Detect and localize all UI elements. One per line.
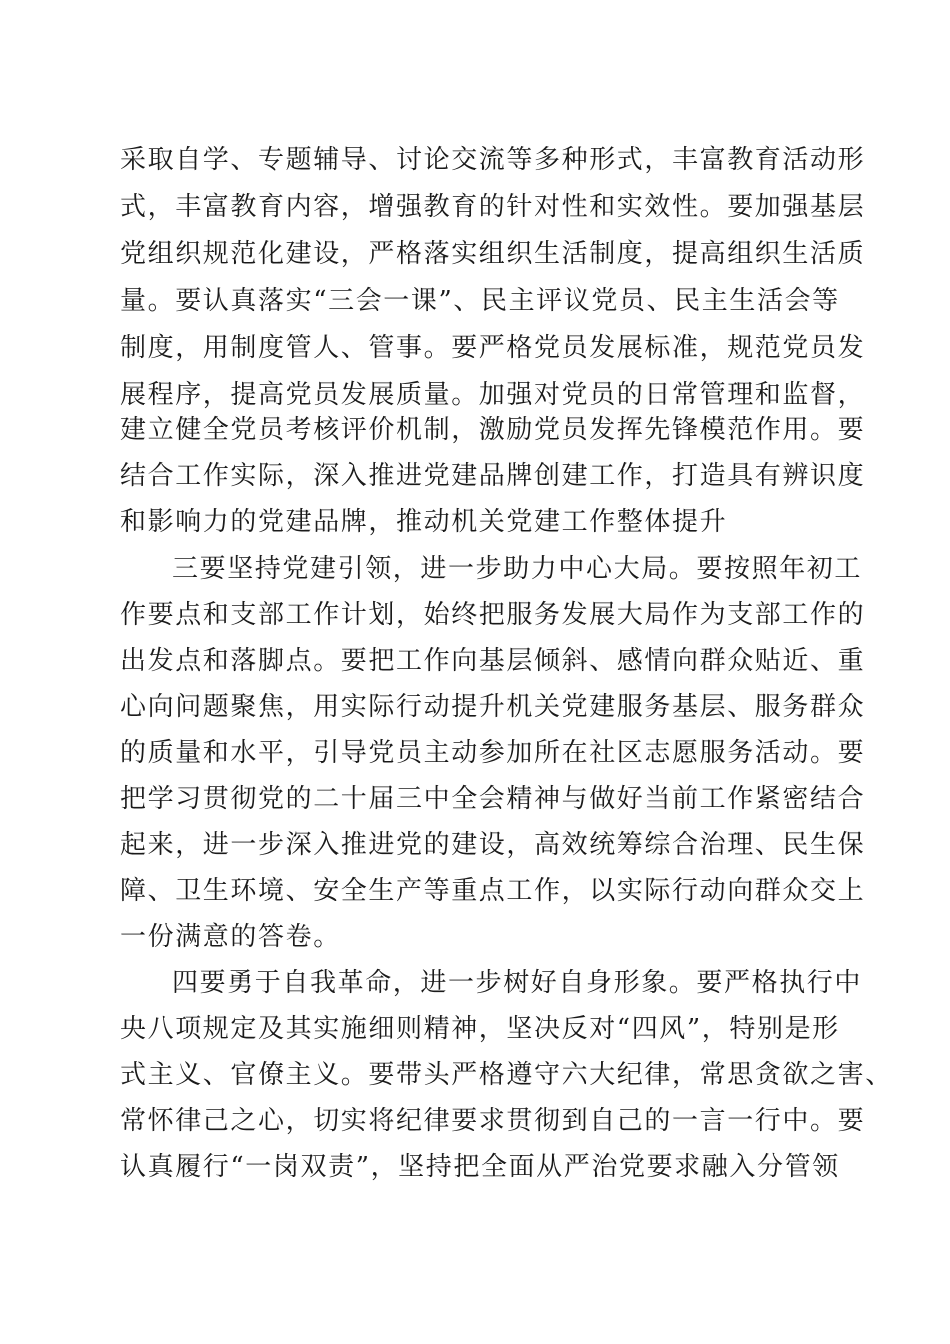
text-line: 心向问题聚焦，用实际行动提升机关党建服务基层、服务群众 bbox=[120, 692, 866, 722]
text-line: 展程序，提高党员发展质量。加强对党员的日常管理和监督， bbox=[120, 380, 866, 410]
text-line: 一份满意的答卷。 bbox=[120, 922, 341, 952]
text-line: 制度，用制度管人、管事。要严格党员发展标准，规范党员发 bbox=[120, 333, 866, 363]
text-line: 和影响力的党建品牌，推动机关党建工作整体提升 bbox=[120, 507, 728, 537]
text-line: 建立健全党员考核评价机制，激励党员发挥先锋模范作用。要 bbox=[120, 415, 866, 445]
text-line: 的质量和水平，引导党员主动参加所在社区志愿服务活动。要 bbox=[120, 738, 866, 768]
paragraph-start-line: 四要勇于自我革命，进一步树好自身形象。要严格执行中 bbox=[172, 968, 863, 998]
paragraph-start-line: 三要坚持党建引领，进一步助力中心大局。要按照年初工 bbox=[172, 554, 863, 584]
text-line: 式，丰富教育内容，增强教育的针对性和实效性。要加强基层 bbox=[120, 192, 866, 222]
text-line: 起来，进一步深入推进党的建设，高效统筹综合治理、民生保 bbox=[120, 830, 866, 860]
text-line: 量。要认真落实“三会一课”、民主评议党员、民主生活会等 bbox=[120, 286, 840, 316]
text-line: 采取自学、专题辅导、讨论交流等多种形式，丰富教育活动形 bbox=[120, 145, 866, 175]
text-line: 结合工作实际，深入推进党建品牌创建工作，打造具有辨识度 bbox=[120, 461, 866, 491]
text-line: 常怀律己之心，切实将纪律要求贯彻到自己的一言一行中。要 bbox=[120, 1106, 866, 1136]
text-line: 党组织规范化建设，严格落实组织生活制度，提高组织生活质 bbox=[120, 239, 866, 269]
text-line: 作要点和支部工作计划，始终把服务发展大局作为支部工作的 bbox=[120, 600, 866, 630]
text-line: 央八项规定及其实施细则精神，坚决反对“四风”，特别是形 bbox=[120, 1014, 840, 1044]
text-line: 障、卫生环境、安全生产等重点工作，以实际行动向群众交上 bbox=[120, 876, 866, 906]
text-line: 式主义、官僚主义。要带头严格遵守六大纪律，常思贪欲之害、 bbox=[120, 1060, 893, 1090]
text-line: 出发点和落脚点。要把工作向基层倾斜、感情向群众贴近、重 bbox=[120, 646, 866, 676]
text-line: 把学习贯彻党的二十届三中全会精神与做好当前工作紧密结合 bbox=[120, 784, 866, 814]
text-line: 认真履行“一岗双责”，坚持把全面从严治党要求融入分管领 bbox=[120, 1152, 840, 1182]
